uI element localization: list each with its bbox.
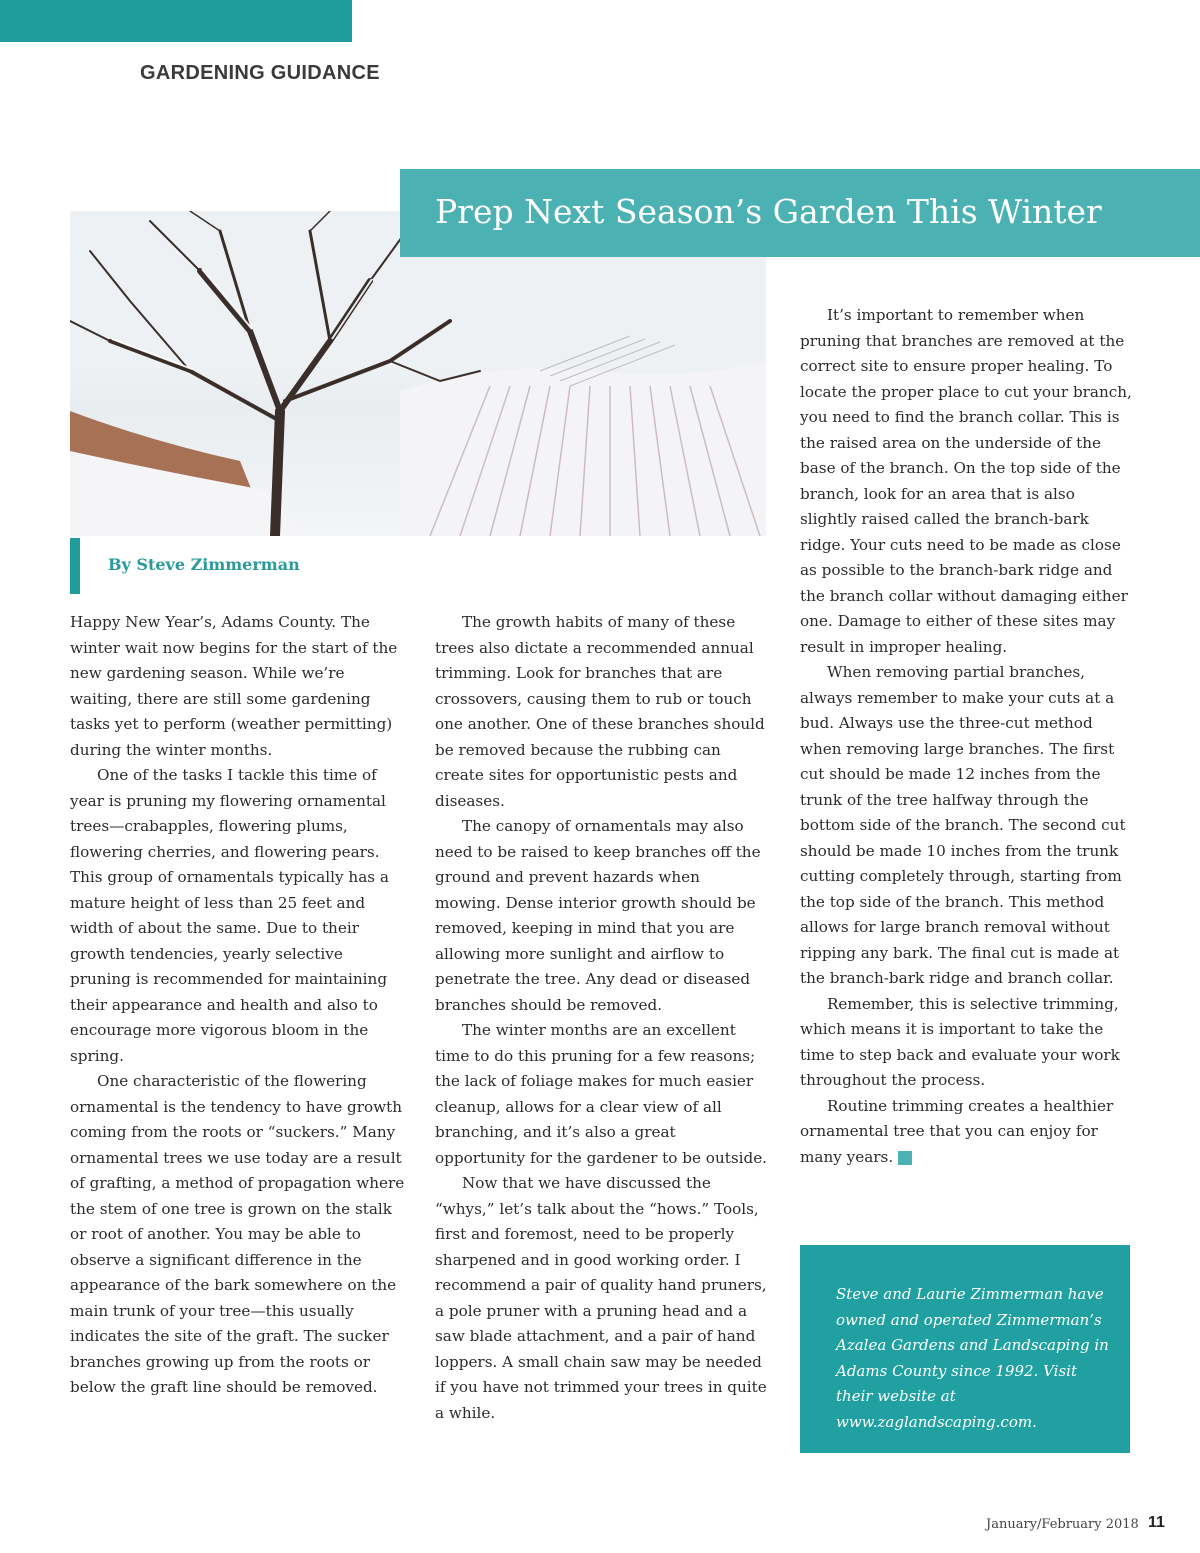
- article-column-2: [435, 610, 770, 1426]
- byline: By Steve Zimmerman: [108, 555, 300, 574]
- byline-accent-bar: [70, 538, 80, 594]
- article-title: Prep Next Season’s Garden This Winter: [435, 192, 1102, 231]
- paragraph: The canopy of ornamentals may also need to be raised to keep branches off the ground and prevent hazards when mowing. Dense interior growth should be removed, keeping in mind that you are allowing more sunlight and airflow to penetrate the tree. Any dead or diseased branches should be removed.: [435, 817, 761, 1014]
- end-mark-icon: G: [898, 1151, 912, 1165]
- article-column-3: [800, 303, 1132, 1170]
- paragraph: When removing partial branches, always remember to make your cuts at a bud. Always use the three-cut method when removing large branches. The first cut should be made 12 inches from the trunk of the tree halfway through the bottom side of the branch. The second cut should be made 10 inches from the trunk cutting completely through, starting from the top side of the branch. This method allows for large branch removal without ripping any bark. The final cut is made at the branch-bark ridge and branch collar.: [800, 663, 1126, 987]
- winter-landscape-photo: [70, 211, 766, 536]
- issue-date: January/February 2018: [986, 1517, 1139, 1532]
- paragraph-last: [800, 1094, 1132, 1171]
- paragraph: One characteristic of the flowering ornamental is the tendency to have growth coming from the roots or “suckers.” Many ornamental trees we use today are a result of grafting, a method of propagation where the stem of one tree is grown on the stalk or root of another. You may be able to observe a significant difference in the appearance of the bark somewhere on the main trunk of your tree—this usually indicates the site of the graft. The sucker branches growing up from the roots or below the graft line should be removed.: [70, 1072, 405, 1396]
- paragraph: The growth habits of many of these trees also dictate a recommended annual trimming. Look for branches that are crossovers, causing them to rub or touch one another. One of these branches should be removed because the rubbing can create sites for opportunistic pests and diseases.: [435, 613, 765, 810]
- page-number: 11: [1148, 1514, 1165, 1531]
- paragraph: It’s important to remember when pruning that branches are removed at the correct site to ensure proper healing. To locate the proper place to cut your branch, you need to find the branch collar. This is the raised area on the underside of the base of the branch. On the top side of the branch, look for an area that is also slightly raised called the branch-bark ridge. Your cuts need to be made as close as possible to the branch-bark ridge and the branch collar without damaging either one. Damage to either of these sites may result in improper healing.: [800, 306, 1132, 656]
- paragraph: The winter months are an excellent time to do this pruning for a few reasons; the lack of foliage makes for much easier cleanup, allows for a clear view of all branching, and it’s also a great opportunity for the gardener to be outside.: [435, 1021, 768, 1167]
- paragraph: Remember, this is selective trimming, which means it is important to take the time to step back and evaluate your work throughout the process.: [800, 994, 1120, 1089]
- author-bio: Steve and Laurie Zimmerman have owned and operated Zimmerman’s Azalea Gardens and Landscaping in Adams County since 1992. Visit their website at www.zaglandscaping.com.: [836, 1285, 1109, 1431]
- paragraph: Happy New Year’s, Adams County. The winter wait now begins for the start of the new gardening season. While we’re waiting, there are still some gardening tasks yet to perform (weather permitting) during the winter months.: [70, 613, 398, 759]
- top-accent-bar: [0, 0, 352, 42]
- winter-landscape-illustration: [70, 211, 766, 536]
- paragraph-text: Routine trimming creates a healthier ornamental tree that you can enjoy for many years.: [800, 1096, 1114, 1166]
- article-column-1: [70, 610, 405, 1401]
- paragraph: One of the tasks I tackle this time of year is pruning my flowering ornamental trees—crabapples, flowering plums, flowering cherries, and flowering pears. This group of ornamentals typically has a mature height of less than 25 feet and width of about the same. Due to their growth tendencies, yearly selective pruning is recommended for maintaining their appearance and health and also to encourage more vigorous bloom in the spring.: [70, 766, 389, 1065]
- paragraph: Now that we have discussed the “whys,” let’s talk about the “hows.” Tools, first and foremost, need to be properly sharpened and in good working order. I recommend a pair of quality hand pruners, a pole pruner with a pruning head and a saw blade attachment, and a pair of hand loppers. A small chain saw may be needed if you have not trimmed your trees in quite a while.: [435, 1174, 767, 1422]
- section-label: GARDENING GUIDANCE: [140, 62, 380, 84]
